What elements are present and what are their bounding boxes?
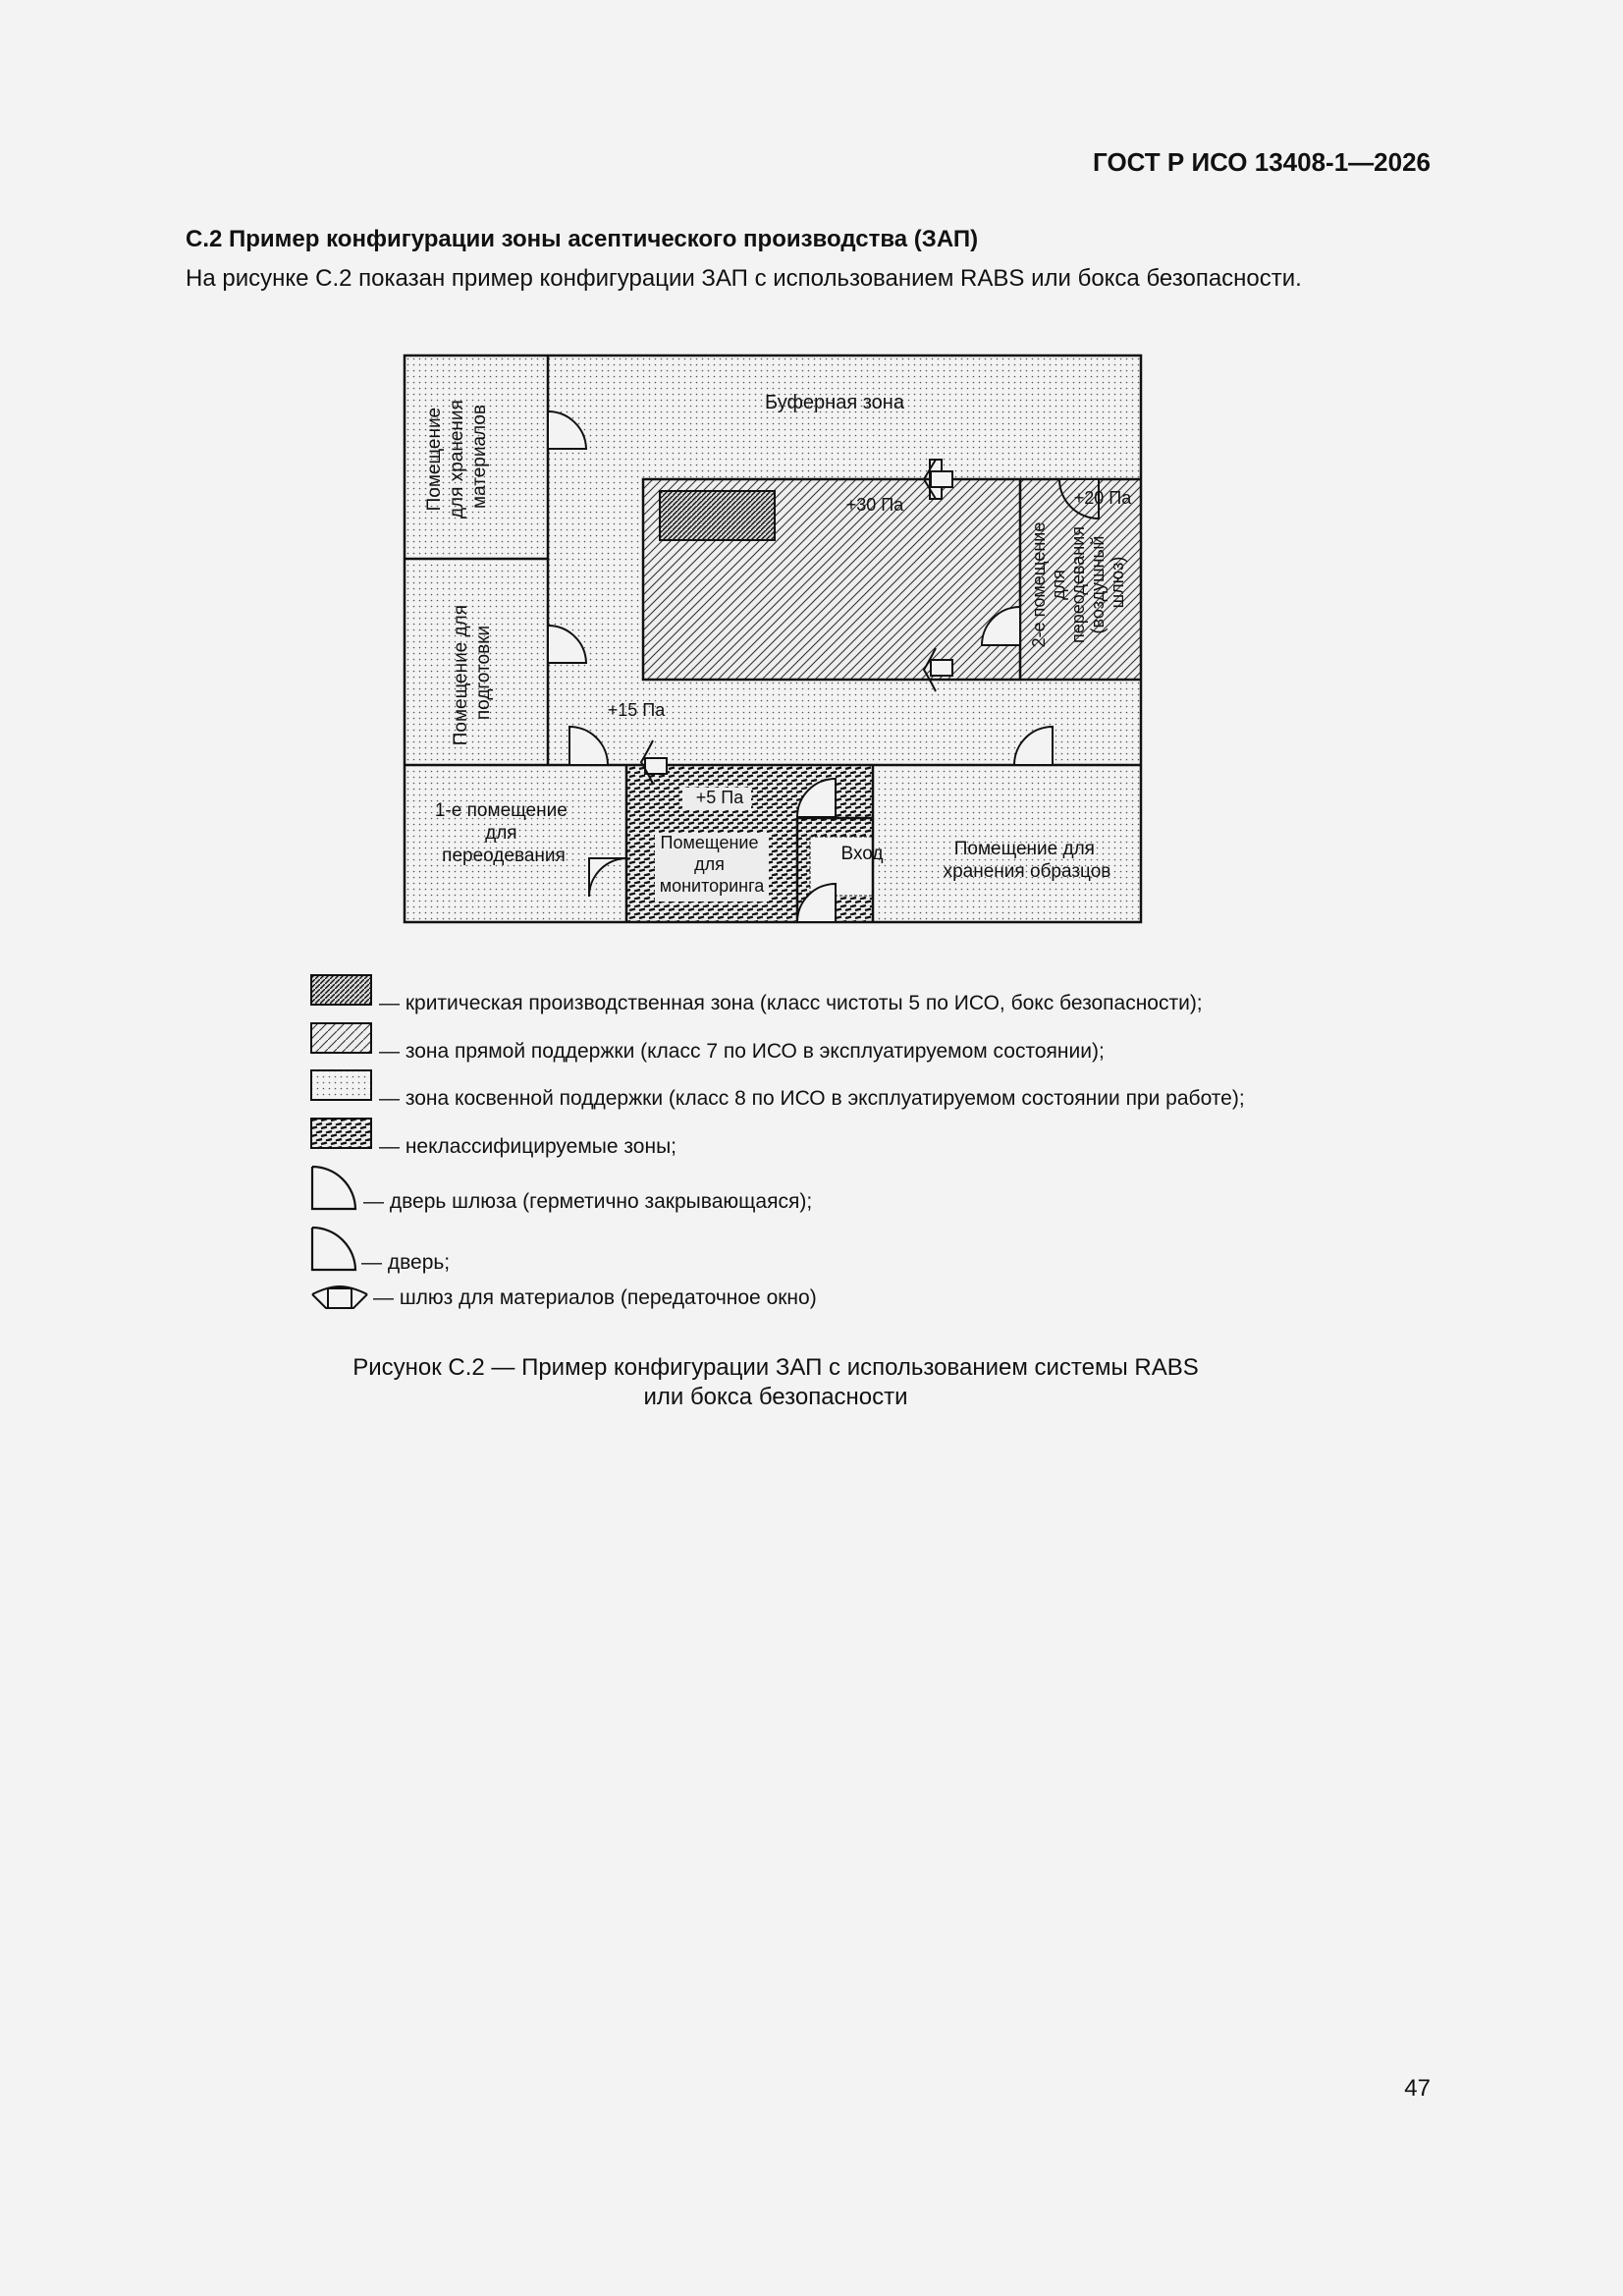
indirect-swatch-icon	[310, 1069, 373, 1103]
airlock-door-icon	[310, 1165, 369, 1212]
document-header: ГОСТ Р ИСО 13408-1—2026	[1093, 147, 1431, 177]
zone-critical	[660, 491, 775, 540]
pass-through-icon	[310, 1285, 373, 1318]
label-pressure-5: +5 Па	[695, 788, 744, 807]
door-icon	[310, 1226, 369, 1273]
critical-swatch-icon	[310, 974, 373, 1008]
page-number: 47	[1404, 2075, 1431, 2102]
label-pressure-30: +30 Па	[845, 495, 904, 515]
label-entrance: Вход	[840, 844, 884, 864]
section-title: С.2 Пример конфигурации зоны асептического производства (ЗАП)	[186, 226, 979, 252]
label-pressure-20: +20 Па	[1073, 488, 1132, 508]
label-pressure-15: +15 Па	[607, 700, 666, 720]
label-sample-storage: Помещение для хранения образцов	[943, 839, 1111, 882]
section-text: На рисунке С.2 показан пример конфигурации ЗАП с использованием RABS или бокса безопасности.	[186, 265, 1302, 292]
unclassified-swatch-icon	[310, 1118, 373, 1151]
label-monitoring-room: Помещение для мониторинга	[659, 833, 765, 896]
label-prep-room: Помещение для подготовки	[451, 605, 494, 746]
caption-line-2: или бокса безопасности	[643, 1384, 908, 1410]
figure-caption	[334, 1353, 1217, 1412]
label-storage-materials: Помещение для хранения материалов	[424, 400, 490, 519]
label-changing-room-1: 1-е помещение для переодевания	[434, 800, 568, 866]
label-buffer-zone: Буферная зона	[765, 392, 904, 413]
floor-plan-figure	[295, 334, 1257, 943]
caption-line-1: Рисунок С.2 — Пример конфигурации ЗАП с использованием системы RABS	[352, 1354, 1199, 1381]
label-changing-room-2: 2-е помещение для переодевания (воздушный шлюз)	[1029, 521, 1127, 648]
direct-swatch-icon	[310, 1022, 373, 1056]
